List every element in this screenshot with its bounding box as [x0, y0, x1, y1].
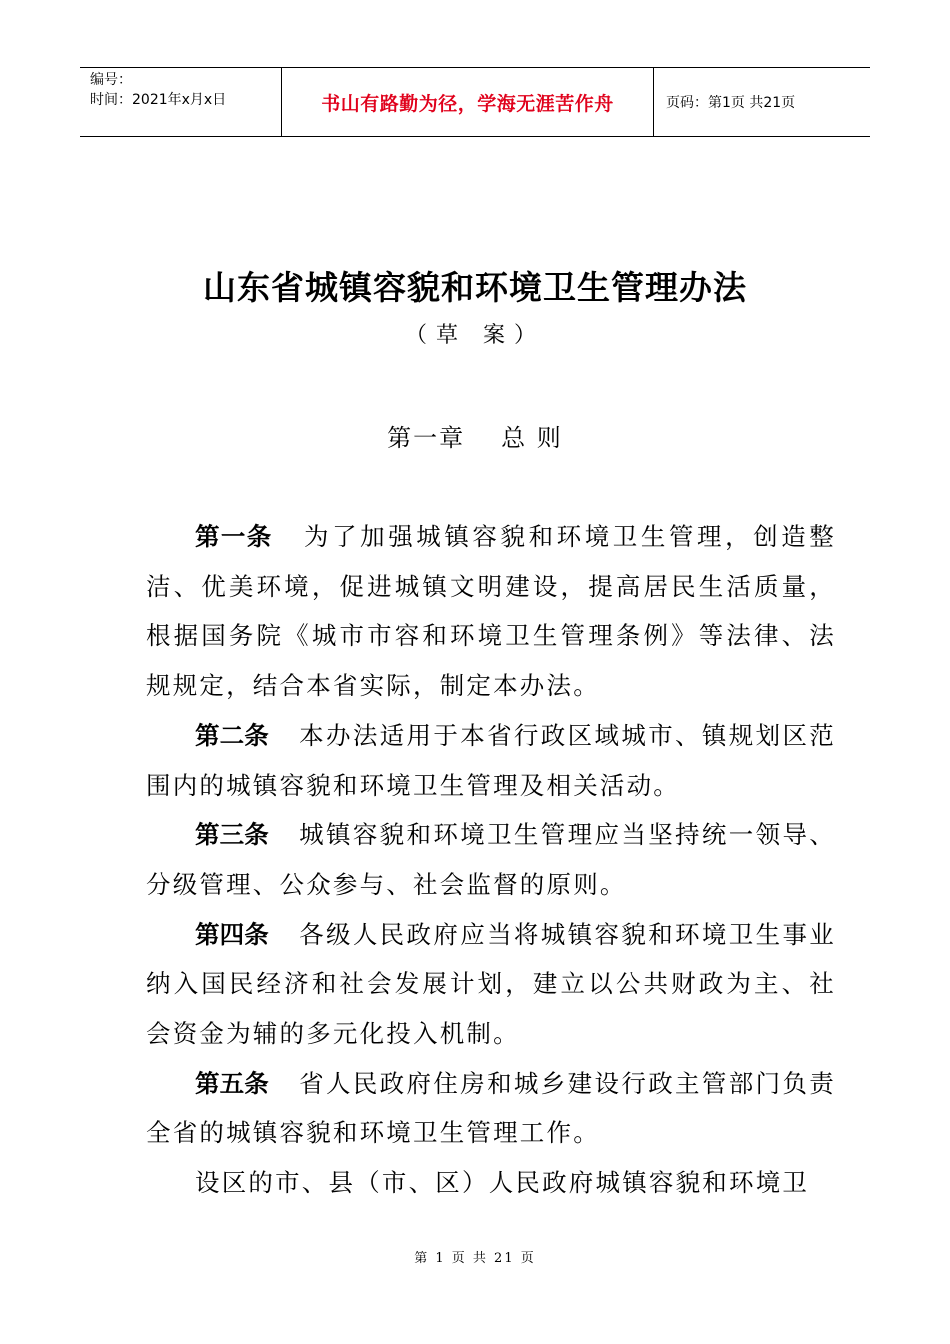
article-label: 第五条: [195, 1068, 269, 1098]
article-paragraph: [146, 512, 836, 711]
header-page-info: 页码：第1页 共21页: [666, 95, 796, 111]
chapter-heading: [0, 418, 950, 453]
serial-number-label: 编号：: [90, 72, 132, 88]
document-subtitle: （草 案）: [405, 323, 545, 348]
header-motto: 书山有路勤为径，学海无涯苦作舟: [321, 92, 614, 115]
chapter-name: 总 则: [501, 424, 563, 452]
article-text: 城镇容貌和环境卫生管理应当坚持统一领导、分级管理、公众参与、社会监督的原则。: [146, 820, 837, 899]
article-text: 本办法适用于本省行政区域城市、镇规划区范围内的城镇容貌和环境卫生管理及相关活动。: [146, 720, 837, 800]
article-label: 第四条: [195, 919, 269, 949]
article-paragraph: [146, 1059, 836, 1158]
article-paragraph: [146, 810, 836, 909]
article-paragraph: [146, 711, 836, 810]
article-paragraph: [146, 910, 836, 1059]
document-body: [146, 512, 836, 1208]
document-header: [80, 67, 870, 137]
article-text: 为了加强城镇容貌和环境卫生管理，创造整洁、优美环境，促进城镇文明建设，提高居民生活质量，根据国务院《城市市容和环境卫生管理条例》等法律、法规规定，结合本省实际，制定本办法。: [146, 522, 836, 701]
header-meta: [80, 68, 281, 136]
article-label: 第一条: [195, 522, 273, 551]
page-footer: 第 1 页 共 21 页: [414, 1251, 536, 1266]
document-title: 山东省城镇容貌和环境卫生管理办法: [203, 268, 747, 307]
article-label: 第二条: [195, 720, 269, 750]
header-motto-cell: [281, 68, 654, 136]
article-label: 第三条: [195, 820, 269, 850]
chapter-number: 第一章: [387, 424, 466, 452]
continuation-paragraph: 设区的市、县（市、区）人民政府城镇容貌和环境卫: [195, 1168, 810, 1198]
article-text: 各级人民政府应当将城镇容貌和环境卫生事业纳入国民经济和社会发展计划，建立以公共财政为主、社会资金为辅的多元化投入机制。: [146, 919, 837, 1049]
article-text: 省人民政府住房和城乡建设行政主管部门负责全省的城镇容貌和环境卫生管理工作。: [146, 1068, 837, 1148]
date-label: 时间：2021年x月x日: [90, 92, 227, 108]
